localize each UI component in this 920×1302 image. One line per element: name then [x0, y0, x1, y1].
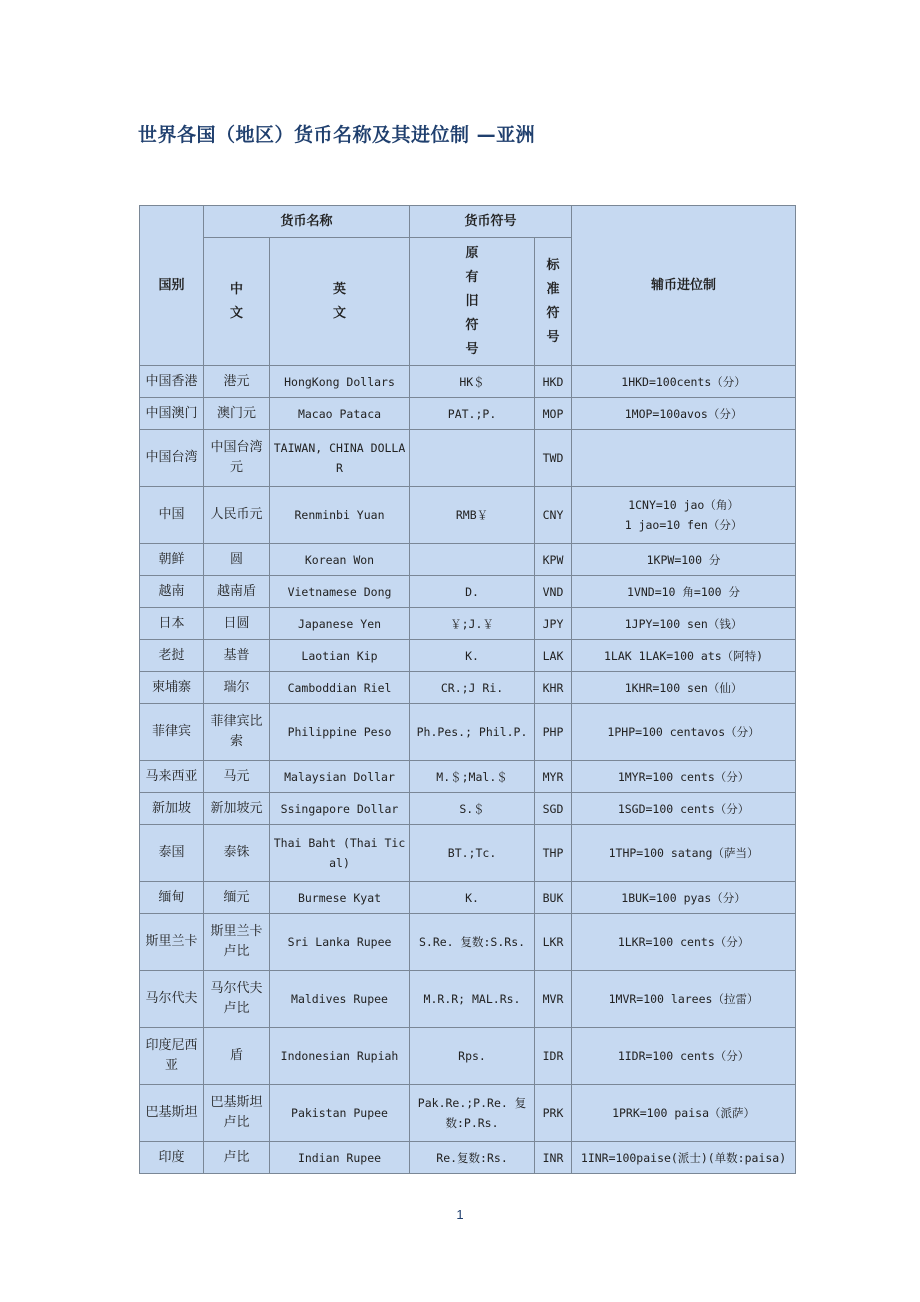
subunit-cell: 1MYR=100 cents（分）	[572, 761, 796, 793]
old-symbol-cell: K.	[410, 882, 535, 914]
chinese-name-cell: 圆	[204, 544, 270, 576]
english-name-cell: Vietnamese Dong	[270, 576, 410, 608]
table-row	[140, 640, 796, 672]
subunit-cell: 1LKR=100 cents（分）	[572, 914, 796, 971]
subunit-cell: 1LAK 1LAK=100 ats（阿特)	[572, 640, 796, 672]
english-name-cell: Indonesian Rupiah	[270, 1028, 410, 1085]
subunit-cell: 1BUK=100 pyas（分）	[572, 882, 796, 914]
table-row	[140, 971, 796, 1028]
standard-code-cell: TWD	[535, 430, 572, 487]
english-name-cell: Malaysian Dollar	[270, 761, 410, 793]
standard-code-cell: PHP	[535, 704, 572, 761]
table-row	[140, 366, 796, 398]
subunit-cell	[572, 430, 796, 487]
standard-code-cell: IDR	[535, 1028, 572, 1085]
country-cell: 越南	[140, 576, 204, 608]
table-row	[140, 672, 796, 704]
header-country: 国别	[140, 206, 204, 366]
header-chinese: 中 文	[204, 238, 270, 366]
old-symbol-cell	[410, 544, 535, 576]
subunit-cell: 1PHP=100 centavos（分）	[572, 704, 796, 761]
english-name-cell: TAIWAN, CHINA DOLLAR	[270, 430, 410, 487]
old-symbol-cell: HK＄	[410, 366, 535, 398]
english-name-cell: Korean Won	[270, 544, 410, 576]
standard-code-cell: MOP	[535, 398, 572, 430]
table-row	[140, 882, 796, 914]
country-cell: 老挝	[140, 640, 204, 672]
page-title: 世界各国（地区）货币名称及其进位制 —亚洲	[138, 124, 536, 146]
old-symbol-cell: M.R.R; MAL.Rs.	[410, 971, 535, 1028]
country-cell: 中国香港	[140, 366, 204, 398]
country-cell: 印度	[140, 1142, 204, 1174]
old-symbol-cell: Ph.Pes.; Phil.P.	[410, 704, 535, 761]
chinese-name-cell: 基普	[204, 640, 270, 672]
chinese-name-cell: 泰铢	[204, 825, 270, 882]
header-english: 英 文	[270, 238, 410, 366]
country-cell: 中国澳门	[140, 398, 204, 430]
old-symbol-cell: BT.;Tc.	[410, 825, 535, 882]
table-row	[140, 487, 796, 544]
english-name-cell: Renminbi Yuan	[270, 487, 410, 544]
subunit-cell: 1MOP=100avos（分）	[572, 398, 796, 430]
table-row	[140, 793, 796, 825]
chinese-name-cell: 澳门元	[204, 398, 270, 430]
old-symbol-cell: D.	[410, 576, 535, 608]
chinese-name-cell: 卢比	[204, 1142, 270, 1174]
subunit-cell: 1KHR=100 sen（仙）	[572, 672, 796, 704]
page-number: 1	[456, 1207, 464, 1222]
standard-code-cell: LKR	[535, 914, 572, 971]
table-row	[140, 576, 796, 608]
standard-code-cell: LAK	[535, 640, 572, 672]
table-row	[140, 430, 796, 487]
old-symbol-cell: Pak.Re.;P.Re. 复数:P.Rs.	[410, 1085, 535, 1142]
english-name-cell: Pakistan Pupee	[270, 1085, 410, 1142]
country-cell: 斯里兰卡	[140, 914, 204, 971]
subunit-cell: 1VND=10 角=100 分	[572, 576, 796, 608]
english-name-cell: Maldives Rupee	[270, 971, 410, 1028]
chinese-name-cell: 人民币元	[204, 487, 270, 544]
header-standard-symbol: 标 准 符 号	[535, 238, 572, 366]
country-cell: 巴基斯坦	[140, 1085, 204, 1142]
english-name-cell: Laotian Kip	[270, 640, 410, 672]
country-cell: 中国台湾	[140, 430, 204, 487]
standard-code-cell: PRK	[535, 1085, 572, 1142]
subunit-cell: 1INR=100paise(派士)(单数:paisa)	[572, 1142, 796, 1174]
table-row	[140, 1142, 796, 1174]
header-old-symbol: 原 有 旧 符 号	[410, 238, 535, 366]
chinese-name-cell: 中国台湾元	[204, 430, 270, 487]
country-cell: 菲律宾	[140, 704, 204, 761]
table-row	[140, 398, 796, 430]
old-symbol-cell: M.＄;Mal.＄	[410, 761, 535, 793]
standard-code-cell: INR	[535, 1142, 572, 1174]
table-row	[140, 544, 796, 576]
old-symbol-cell: CR.;J Ri.	[410, 672, 535, 704]
chinese-name-cell: 越南盾	[204, 576, 270, 608]
subunit-cell: 1SGD=100 cents（分）	[572, 793, 796, 825]
table-row	[140, 608, 796, 640]
subunit-cell: 1PRK=100 paisa（派萨）	[572, 1085, 796, 1142]
old-symbol-cell	[410, 430, 535, 487]
table-row	[140, 825, 796, 882]
standard-code-cell: MYR	[535, 761, 572, 793]
english-name-cell: Burmese Kyat	[270, 882, 410, 914]
subunit-cell: 1KPW=100 分	[572, 544, 796, 576]
country-cell: 马尔代夫	[140, 971, 204, 1028]
english-name-cell: Indian Rupee	[270, 1142, 410, 1174]
chinese-name-cell: 新加坡元	[204, 793, 270, 825]
standard-code-cell: KPW	[535, 544, 572, 576]
standard-code-cell: MVR	[535, 971, 572, 1028]
chinese-name-cell: 菲律宾比索	[204, 704, 270, 761]
old-symbol-cell: K.	[410, 640, 535, 672]
chinese-name-cell: 马元	[204, 761, 270, 793]
country-cell: 朝鲜	[140, 544, 204, 576]
chinese-name-cell: 瑞尔	[204, 672, 270, 704]
table-row	[140, 1028, 796, 1085]
standard-code-cell: BUK	[535, 882, 572, 914]
header-currency-symbol: 货币符号	[410, 206, 572, 238]
table-row	[140, 914, 796, 971]
chinese-name-cell: 斯里兰卡卢比	[204, 914, 270, 971]
standard-code-cell: SGD	[535, 793, 572, 825]
chinese-name-cell: 缅元	[204, 882, 270, 914]
old-symbol-cell: Rps.	[410, 1028, 535, 1085]
subunit-cell: 1JPY=100 sen（钱）	[572, 608, 796, 640]
old-symbol-cell: S.Re. 复数:S.Rs.	[410, 914, 535, 971]
english-name-cell: Macao Pataca	[270, 398, 410, 430]
chinese-name-cell: 巴基斯坦卢比	[204, 1085, 270, 1142]
standard-code-cell: VND	[535, 576, 572, 608]
header-currency-name: 货币名称	[204, 206, 410, 238]
old-symbol-cell: RMB￥	[410, 487, 535, 544]
header-subunit: 辅币进位制	[572, 206, 796, 366]
subunit-cell: 1IDR=100 cents（分）	[572, 1028, 796, 1085]
country-cell: 柬埔寨	[140, 672, 204, 704]
standard-code-cell: KHR	[535, 672, 572, 704]
english-name-cell: Camboddian Riel	[270, 672, 410, 704]
standard-code-cell: CNY	[535, 487, 572, 544]
old-symbol-cell: Re.复数:Rs.	[410, 1142, 535, 1174]
english-name-cell: Sri Lanka Rupee	[270, 914, 410, 971]
table-row	[140, 704, 796, 761]
table-row	[140, 1085, 796, 1142]
english-name-cell: Philippine Peso	[270, 704, 410, 761]
standard-code-cell: JPY	[535, 608, 572, 640]
old-symbol-cell: S.＄	[410, 793, 535, 825]
subunit-cell: 1HKD=100cents（分）	[572, 366, 796, 398]
country-cell: 新加坡	[140, 793, 204, 825]
subunit-cell: 1MVR=100 larees（拉雷）	[572, 971, 796, 1028]
currency-table	[139, 205, 796, 1174]
chinese-name-cell: 日圆	[204, 608, 270, 640]
old-symbol-cell: ￥;J.￥	[410, 608, 535, 640]
subunit-cell: 1THP=100 satang（萨当）	[572, 825, 796, 882]
english-name-cell: HongKong Dollars	[270, 366, 410, 398]
country-cell: 中国	[140, 487, 204, 544]
subunit-cell: 1CNY=10 jao（角） 1 jao=10 fen（分）	[572, 487, 796, 544]
chinese-name-cell: 盾	[204, 1028, 270, 1085]
country-cell: 日本	[140, 608, 204, 640]
chinese-name-cell: 港元	[204, 366, 270, 398]
table-row	[140, 761, 796, 793]
country-cell: 缅甸	[140, 882, 204, 914]
english-name-cell: Thai Baht (Thai Tical)	[270, 825, 410, 882]
standard-code-cell: THP	[535, 825, 572, 882]
country-cell: 泰国	[140, 825, 204, 882]
country-cell: 印度尼西亚	[140, 1028, 204, 1085]
english-name-cell: Japanese Yen	[270, 608, 410, 640]
standard-code-cell: HKD	[535, 366, 572, 398]
chinese-name-cell: 马尔代夫卢比	[204, 971, 270, 1028]
country-cell: 马来西亚	[140, 761, 204, 793]
old-symbol-cell: PAT.;P.	[410, 398, 535, 430]
english-name-cell: Ssingapore Dollar	[270, 793, 410, 825]
